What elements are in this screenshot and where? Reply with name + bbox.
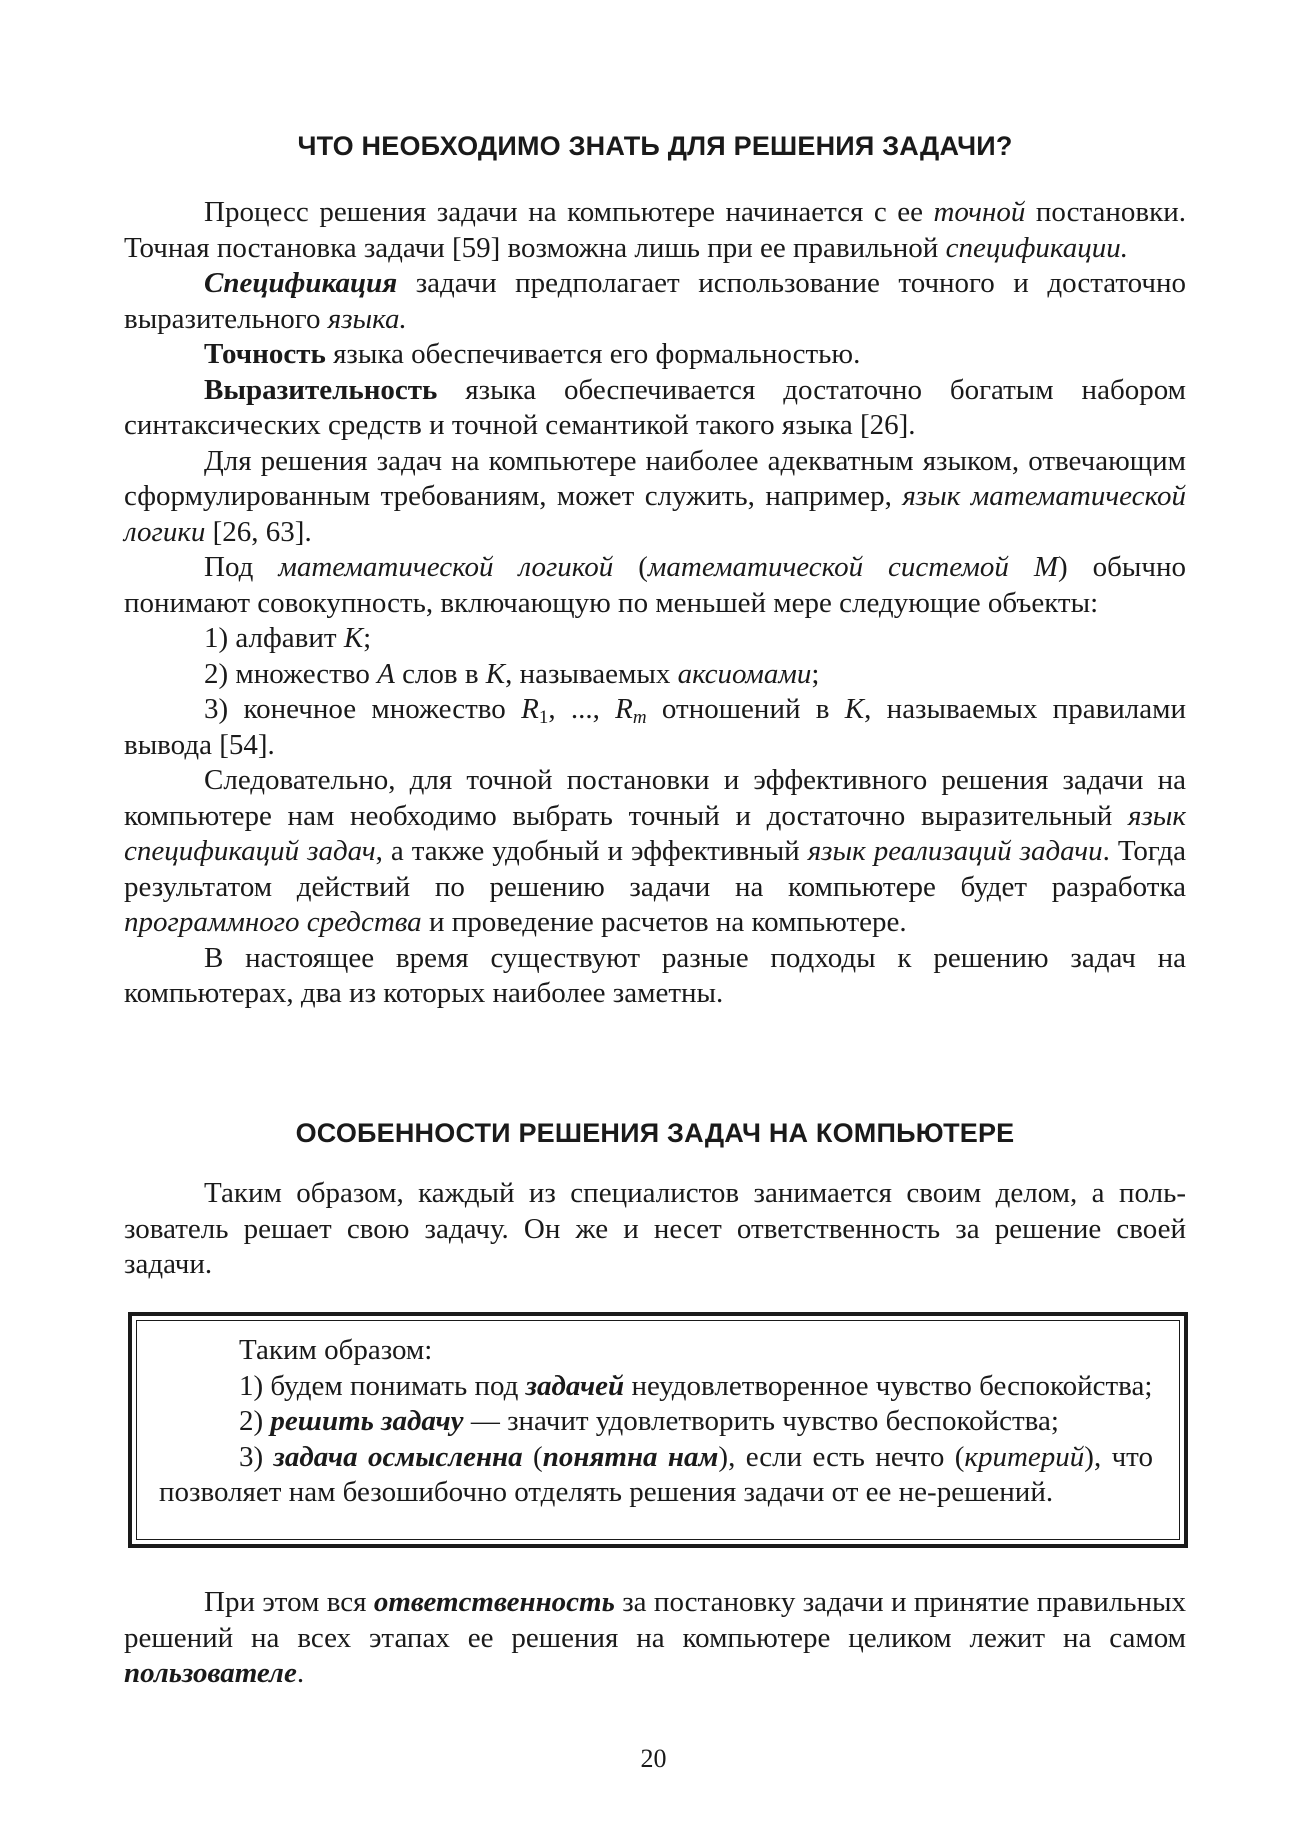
box-list-item: 3) задача осмысленна (понятна нам), если есть нечто (критерий), что позволяет нам безошибочно отделять решения задачи от ее не-решений. [159,1440,1153,1508]
box-list-item: 2) решить задачу — значит удовлетворить чувство беспокойства; [239,1405,1059,1437]
paragraph: Под математической логикой (математической системой M) обычно понимают совокупность, включающую по меньшей мере следующие объекты: [124,551,1186,619]
section-heading-2: ОСОБЕННОСТИ РЕШЕНИЯ ЗАДАЧ НА КОМПЬЮТЕРЕ [295,1118,1015,1148]
section-1-body [124,195,1186,1012]
section-2-conclusion [124,1585,1186,1692]
paragraph: В настоящее время существуют разные подходы к решению задач на компьютерах, два из которых наиболее заметны. [124,941,1186,1009]
list-item: 3) конечное множество $R_1$, ..., $R_m$ отношений в K, называемых правилами вывода [54]. [124,693,1187,761]
paragraph: Спецификация задачи предполагает использование точного и достаточно выразительного языка. [124,267,1186,335]
paragraph: Для решения задач на компьютере наиболее адекватным языком, отвечающим сформулированным требованиям, может служить, например, язык математической логики [26, 63]. [124,444,1186,548]
box-intro: Таким образом: [239,1334,433,1366]
section-2-intro [124,1176,1186,1283]
definition-box [128,1312,1188,1548]
section-heading-1: ЧТО НЕОБХОДИМО ЗНАТЬ ДЛЯ РЕШЕНИЯ ЗАДАЧИ? [297,131,1013,161]
paragraph: Таким образом, каждый из специалистов занимается своим делом, а пользователь решает свою задачу. Он же и несет ответственность за решение своей задачи. [124,1177,1186,1280]
page-number: 20 [640,1744,667,1773]
paragraph: Следовательно, для точной постановки и эффективного решения задачи на компьютере нам необходимо выбрать точный и достаточно выразительный язык спецификаций задач, а также удобный и эффективный язык реализаций задачи. Тогда результатом действий по решению задачи на компьютере будет разработка программного средства и проведение расчетов на компьютере. [124,764,1186,938]
paragraph: Выразительность языка обеспечивается достаточно богатым набором синтаксических средств и точной семантикой такого языка [26]. [124,373,1186,441]
list-item: 1) алфавит K; [204,622,372,654]
box-list-item: 1) будем понимать под задачей неудовлетворенное чувство беспокойства; [239,1369,1153,1402]
paragraph: Точность языка обеспечивается его формальностью. [204,338,861,370]
paragraph: При этом вся ответственность за постановку задачи и принятие правильных решений на всех этапах ее решения на компьютере целиком лежит на самом пользователе. [124,1586,1187,1689]
paragraph: Процесс решения задачи на компьютере начинается с ее точной постановки. Точная постановка задачи [59] возможна лишь при ее правильной спецификации. [124,196,1186,264]
list-item: 2) множество A слов в K, называемых аксиомами; [204,657,820,690]
definition-box-text [159,1333,1153,1511]
